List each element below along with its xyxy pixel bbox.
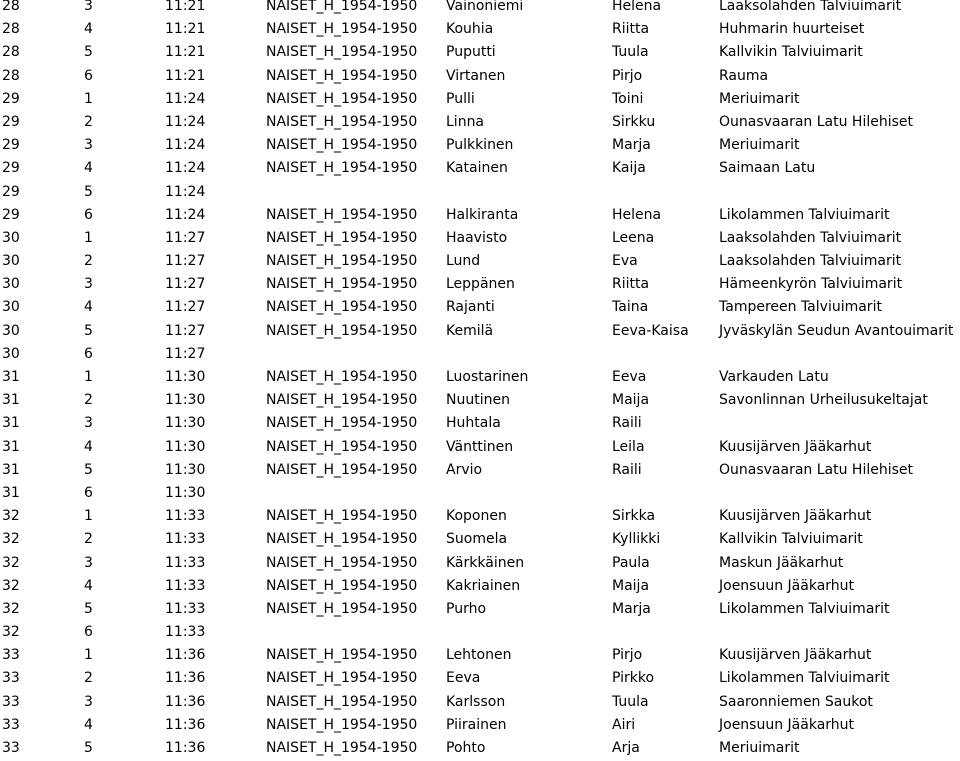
class-cell: NAISET_H_1954-1950 bbox=[266, 21, 418, 38]
heat-cell: 33 bbox=[2, 693, 20, 710]
last-name-cell: Vainoniemi bbox=[446, 0, 524, 14]
first-name-cell: Marja bbox=[612, 137, 651, 154]
start-time-cell: 11:21 bbox=[165, 44, 206, 61]
last-name-cell: Linna bbox=[446, 113, 485, 130]
lane-cell: 1 bbox=[84, 90, 93, 107]
club-cell: Kuusijärven Jääkarhut bbox=[719, 508, 872, 525]
heat-cell: 32 bbox=[2, 577, 20, 594]
club-cell: Laaksolahden Talviuimarit bbox=[719, 0, 902, 14]
first-name-cell: Leila bbox=[612, 438, 645, 455]
start-time-cell: 11:33 bbox=[165, 624, 206, 641]
first-name-cell: Taina bbox=[612, 299, 649, 316]
lane-cell: 5 bbox=[84, 183, 93, 200]
class-cell: NAISET_H_1954-1950 bbox=[266, 461, 418, 478]
club-cell: Likolammen Talviuimarit bbox=[719, 600, 890, 617]
club-cell: Jyväskylän Seudun Avantouimarit bbox=[719, 322, 954, 339]
start-time-cell: 11:30 bbox=[165, 415, 206, 432]
lane-cell: 4 bbox=[84, 299, 93, 316]
heat-cell: 32 bbox=[2, 600, 20, 617]
lane-cell: 5 bbox=[84, 44, 93, 61]
class-cell: NAISET_H_1954-1950 bbox=[266, 206, 418, 223]
class-cell: NAISET_H_1954-1950 bbox=[266, 438, 418, 455]
start-time-cell: 11:36 bbox=[165, 716, 206, 733]
class-cell: NAISET_H_1954-1950 bbox=[266, 90, 418, 107]
lane-cell: 4 bbox=[84, 577, 93, 594]
start-time-cell: 11:33 bbox=[165, 600, 206, 617]
club-cell: Kuusijärven Jääkarhut bbox=[719, 647, 872, 664]
class-cell: NAISET_H_1954-1950 bbox=[266, 299, 418, 316]
lane-cell: 4 bbox=[84, 160, 93, 177]
class-cell: NAISET_H_1954-1950 bbox=[266, 716, 418, 733]
heat-cell: 28 bbox=[2, 44, 20, 61]
lane-cell: 1 bbox=[84, 229, 93, 246]
last-name-cell: Eeva bbox=[446, 670, 481, 687]
class-cell: NAISET_H_1954-1950 bbox=[266, 392, 418, 409]
heat-cell: 29 bbox=[2, 113, 20, 130]
lane-cell: 6 bbox=[84, 67, 93, 84]
start-time-cell: 11:30 bbox=[165, 392, 206, 409]
lane-cell: 1 bbox=[84, 369, 93, 385]
start-time-cell: 11:27 bbox=[165, 276, 206, 293]
start-time-cell: 11:30 bbox=[165, 461, 206, 478]
class-cell: NAISET_H_1954-1950 bbox=[266, 508, 418, 525]
start-time-cell: 11:30 bbox=[165, 369, 206, 385]
start-time-cell: 11:36 bbox=[165, 740, 206, 756]
last-name-cell: Lund bbox=[446, 253, 481, 270]
table-row bbox=[0, 389, 960, 412]
start-time-cell: 11:33 bbox=[165, 577, 206, 594]
first-name-cell: Raili bbox=[612, 415, 642, 432]
heat-cell: 29 bbox=[2, 137, 20, 154]
club-cell: Kallvikin Talviuimarit bbox=[719, 531, 863, 548]
first-name-cell: Leena bbox=[612, 229, 655, 246]
table-row bbox=[0, 111, 960, 134]
start-time-cell: 11:33 bbox=[165, 554, 206, 571]
lane-cell: 6 bbox=[84, 206, 93, 223]
first-name-cell: Tuula bbox=[612, 44, 649, 61]
start-time-cell: 11:30 bbox=[165, 438, 206, 455]
first-name-cell: Riitta bbox=[612, 276, 650, 293]
lane-cell: 3 bbox=[84, 0, 93, 14]
start-time-cell: 11:24 bbox=[165, 183, 206, 200]
class-cell: NAISET_H_1954-1950 bbox=[266, 693, 418, 710]
table-row bbox=[0, 412, 960, 435]
last-name-cell: Vänttinen bbox=[446, 438, 514, 455]
class-cell: NAISET_H_1954-1950 bbox=[266, 577, 418, 594]
lane-cell: 5 bbox=[84, 600, 93, 617]
heat-cell: 29 bbox=[2, 183, 20, 200]
last-name-cell: Leppänen bbox=[446, 276, 515, 293]
last-name-cell: Pulkkinen bbox=[446, 137, 514, 154]
club-cell: Joensuun Jääkarhut bbox=[719, 716, 855, 733]
start-time-cell: 11:24 bbox=[165, 160, 206, 177]
club-cell: Likolammen Talviuimarit bbox=[719, 206, 890, 223]
last-name-cell: Haavisto bbox=[446, 229, 508, 246]
first-name-cell: Toini bbox=[612, 90, 644, 107]
first-name-cell: Raili bbox=[612, 461, 642, 478]
lane-cell: 2 bbox=[84, 670, 93, 687]
table-row bbox=[0, 88, 960, 111]
class-cell: NAISET_H_1954-1950 bbox=[266, 44, 418, 61]
class-cell: NAISET_H_1954-1950 bbox=[266, 113, 418, 130]
table-row bbox=[0, 181, 960, 204]
heat-cell: 31 bbox=[2, 461, 20, 478]
start-time-cell: 11:33 bbox=[165, 531, 206, 548]
first-name-cell: Paula bbox=[612, 554, 650, 571]
heat-cell: 29 bbox=[2, 160, 20, 177]
heat-cell: 32 bbox=[2, 508, 20, 525]
start-time-cell: 11:36 bbox=[165, 647, 206, 664]
first-name-cell: Arja bbox=[612, 740, 640, 756]
club-cell: Varkauden Latu bbox=[719, 369, 829, 385]
heat-cell: 33 bbox=[2, 670, 20, 687]
lane-cell: 3 bbox=[84, 137, 93, 154]
class-cell: NAISET_H_1954-1950 bbox=[266, 67, 418, 84]
start-time-cell: 11:27 bbox=[165, 253, 206, 270]
first-name-cell: Marja bbox=[612, 600, 651, 617]
class-cell: NAISET_H_1954-1950 bbox=[266, 647, 418, 664]
table-row bbox=[0, 41, 960, 64]
heat-cell: 31 bbox=[2, 392, 20, 409]
table-row bbox=[0, 320, 960, 343]
first-name-cell: Helena bbox=[612, 206, 662, 223]
start-time-cell: 11:33 bbox=[165, 508, 206, 525]
first-name-cell: Eeva bbox=[612, 369, 647, 385]
last-name-cell: Puputti bbox=[446, 44, 496, 61]
table-row bbox=[0, 134, 960, 157]
last-name-cell: Purho bbox=[446, 600, 487, 617]
first-name-cell: Maija bbox=[612, 577, 650, 594]
table-row bbox=[0, 667, 960, 690]
table-row bbox=[0, 552, 960, 575]
start-time-cell: 11:36 bbox=[165, 670, 206, 687]
lane-cell: 3 bbox=[84, 693, 93, 710]
heat-cell: 29 bbox=[2, 90, 20, 107]
table-row bbox=[0, 157, 960, 180]
table-row bbox=[0, 528, 960, 551]
club-cell: Kallvikin Talviuimarit bbox=[719, 44, 863, 61]
last-name-cell: Lehtonen bbox=[446, 647, 512, 664]
last-name-cell: Arvio bbox=[446, 461, 483, 478]
lane-cell: 5 bbox=[84, 322, 93, 339]
table-row bbox=[0, 343, 960, 366]
last-name-cell: Koponen bbox=[446, 508, 507, 525]
table-row bbox=[0, 598, 960, 621]
heat-cell: 30 bbox=[2, 229, 20, 246]
class-cell: NAISET_H_1954-1950 bbox=[266, 0, 418, 14]
heat-cell: 28 bbox=[2, 67, 20, 84]
start-time-cell: 11:24 bbox=[165, 206, 206, 223]
heat-cell: 30 bbox=[2, 276, 20, 293]
heat-cell: 30 bbox=[2, 322, 20, 339]
first-name-cell: Kyllikki bbox=[612, 531, 661, 548]
start-time-cell: 11:27 bbox=[165, 322, 206, 339]
lane-cell: 4 bbox=[84, 716, 93, 733]
last-name-cell: Luostarinen bbox=[446, 369, 529, 385]
last-name-cell: Karlsson bbox=[446, 693, 506, 710]
club-cell: Meriuimarit bbox=[719, 740, 800, 756]
first-name-cell: Riitta bbox=[612, 21, 650, 38]
table-row bbox=[0, 621, 960, 644]
class-cell: NAISET_H_1954-1950 bbox=[266, 740, 418, 756]
first-name-cell: Maija bbox=[612, 392, 650, 409]
class-cell: NAISET_H_1954-1950 bbox=[266, 670, 418, 687]
class-cell: NAISET_H_1954-1950 bbox=[266, 160, 418, 177]
table-row bbox=[0, 250, 960, 273]
class-cell: NAISET_H_1954-1950 bbox=[266, 554, 418, 571]
start-time-cell: 11:30 bbox=[165, 484, 206, 501]
first-name-cell: Tuula bbox=[612, 693, 649, 710]
lane-cell: 1 bbox=[84, 508, 93, 525]
last-name-cell: Rajanti bbox=[446, 299, 495, 316]
club-cell: Ounasvaaran Latu Hilehiset bbox=[719, 461, 914, 478]
last-name-cell: Halkiranta bbox=[446, 206, 519, 223]
club-cell: Tampereen Talviuimarit bbox=[719, 299, 882, 316]
lane-cell: 3 bbox=[84, 276, 93, 293]
heat-cell: 30 bbox=[2, 299, 20, 316]
heat-cell: 33 bbox=[2, 647, 20, 664]
club-cell: Huhmarin huurteiset bbox=[719, 21, 865, 38]
last-name-cell: Huhtala bbox=[446, 415, 501, 432]
class-cell: NAISET_H_1954-1950 bbox=[266, 415, 418, 432]
table-row bbox=[0, 273, 960, 296]
lane-cell: 2 bbox=[84, 253, 93, 270]
class-cell: NAISET_H_1954-1950 bbox=[266, 253, 418, 270]
table-row bbox=[0, 482, 960, 505]
table-row bbox=[0, 644, 960, 667]
lane-cell: 2 bbox=[84, 113, 93, 130]
class-cell: NAISET_H_1954-1950 bbox=[266, 322, 418, 339]
table-row bbox=[0, 714, 960, 737]
class-cell: NAISET_H_1954-1950 bbox=[266, 276, 418, 293]
class-cell: NAISET_H_1954-1950 bbox=[266, 369, 418, 385]
lane-cell: 3 bbox=[84, 415, 93, 432]
table-row bbox=[0, 0, 960, 18]
heat-cell: 28 bbox=[2, 21, 20, 38]
first-name-cell: Pirkko bbox=[612, 670, 655, 687]
club-cell: Kuusijärven Jääkarhut bbox=[719, 438, 872, 455]
table-row bbox=[0, 366, 960, 389]
start-time-cell: 11:27 bbox=[165, 345, 206, 362]
heat-cell: 29 bbox=[2, 206, 20, 223]
start-time-cell: 11:21 bbox=[165, 67, 206, 84]
club-cell: Saaronniemen Saukot bbox=[719, 693, 873, 710]
heat-cell: 31 bbox=[2, 415, 20, 432]
last-name-cell: Suomela bbox=[446, 531, 508, 548]
lane-cell: 6 bbox=[84, 624, 93, 641]
class-cell: NAISET_H_1954-1950 bbox=[266, 531, 418, 548]
last-name-cell: Pulli bbox=[446, 90, 475, 107]
last-name-cell: Kouhia bbox=[446, 21, 494, 38]
club-cell: Savonlinnan Urheilusukeltajat bbox=[719, 392, 928, 409]
club-cell: Rauma bbox=[719, 67, 769, 84]
last-name-cell: Katainen bbox=[446, 160, 508, 177]
club-cell: Ounasvaaran Latu Hilehiset bbox=[719, 113, 914, 130]
start-time-cell: 11:27 bbox=[165, 299, 206, 316]
club-cell: Hämeenkyrön Talviuimarit bbox=[719, 276, 903, 293]
heat-cell: 31 bbox=[2, 438, 20, 455]
table-row bbox=[0, 65, 960, 88]
class-cell: NAISET_H_1954-1950 bbox=[266, 137, 418, 154]
club-cell: Meriuimarit bbox=[719, 137, 800, 154]
heat-cell: 32 bbox=[2, 531, 20, 548]
heat-cell: 31 bbox=[2, 369, 20, 385]
last-name-cell: Kemilä bbox=[446, 322, 494, 339]
last-name-cell: Virtanen bbox=[446, 67, 506, 84]
club-cell: Likolammen Talviuimarit bbox=[719, 670, 890, 687]
club-cell: Maskun Jääkarhut bbox=[719, 554, 844, 571]
lane-cell: 3 bbox=[84, 554, 93, 571]
lane-cell: 6 bbox=[84, 345, 93, 362]
table-row bbox=[0, 575, 960, 598]
club-cell: Laaksolahden Talviuimarit bbox=[719, 229, 902, 246]
first-name-cell: Sirkku bbox=[612, 113, 656, 130]
table-row bbox=[0, 18, 960, 41]
heat-cell: 32 bbox=[2, 554, 20, 571]
heat-cell: 28 bbox=[2, 0, 20, 14]
heat-cell: 33 bbox=[2, 716, 20, 733]
first-name-cell: Eeva-Kaisa bbox=[612, 322, 689, 339]
first-name-cell: Helena bbox=[612, 0, 662, 14]
table-row bbox=[0, 204, 960, 227]
club-cell: Saimaan Latu bbox=[719, 160, 816, 177]
lane-cell: 4 bbox=[84, 21, 93, 38]
heat-cell: 31 bbox=[2, 484, 20, 501]
table-row bbox=[0, 737, 960, 760]
first-name-cell: Sirkka bbox=[612, 508, 656, 525]
heat-cell: 33 bbox=[2, 740, 20, 756]
last-name-cell: Nuutinen bbox=[446, 392, 510, 409]
last-name-cell: Kärkkäinen bbox=[446, 554, 525, 571]
heat-cell: 30 bbox=[2, 253, 20, 270]
table-row bbox=[0, 691, 960, 714]
last-name-cell: Pohto bbox=[446, 740, 486, 756]
table-row bbox=[0, 459, 960, 482]
start-time-cell: 11:21 bbox=[165, 0, 206, 14]
last-name-cell: Kakriainen bbox=[446, 577, 521, 594]
club-cell: Laaksolahden Talviuimarit bbox=[719, 253, 902, 270]
table-row bbox=[0, 227, 960, 250]
start-time-cell: 11:24 bbox=[165, 137, 206, 154]
first-name-cell: Kaija bbox=[612, 160, 646, 177]
first-name-cell: Pirjo bbox=[612, 67, 643, 84]
start-time-cell: 11:21 bbox=[165, 21, 206, 38]
table-row bbox=[0, 436, 960, 459]
table-row bbox=[0, 296, 960, 319]
class-cell: NAISET_H_1954-1950 bbox=[266, 600, 418, 617]
table-row bbox=[0, 505, 960, 528]
club-cell: Joensuun Jääkarhut bbox=[719, 577, 855, 594]
start-time-cell: 11:24 bbox=[165, 113, 206, 130]
club-cell: Meriuimarit bbox=[719, 90, 800, 107]
start-time-cell: 11:27 bbox=[165, 229, 206, 246]
first-name-cell: Airi bbox=[612, 716, 636, 733]
lane-cell: 5 bbox=[84, 740, 93, 756]
lane-cell: 5 bbox=[84, 461, 93, 478]
lane-cell: 2 bbox=[84, 392, 93, 409]
heat-cell: 30 bbox=[2, 345, 20, 362]
lane-cell: 2 bbox=[84, 531, 93, 548]
last-name-cell: Piirainen bbox=[446, 716, 507, 733]
first-name-cell: Eva bbox=[612, 253, 638, 270]
start-time-cell: 11:36 bbox=[165, 693, 206, 710]
heat-cell: 32 bbox=[2, 624, 20, 641]
first-name-cell: Pirjo bbox=[612, 647, 643, 664]
lane-cell: 4 bbox=[84, 438, 93, 455]
lane-cell: 1 bbox=[84, 647, 93, 664]
class-cell: NAISET_H_1954-1950 bbox=[266, 229, 418, 246]
lane-cell: 6 bbox=[84, 484, 93, 501]
start-time-cell: 11:24 bbox=[165, 90, 206, 107]
